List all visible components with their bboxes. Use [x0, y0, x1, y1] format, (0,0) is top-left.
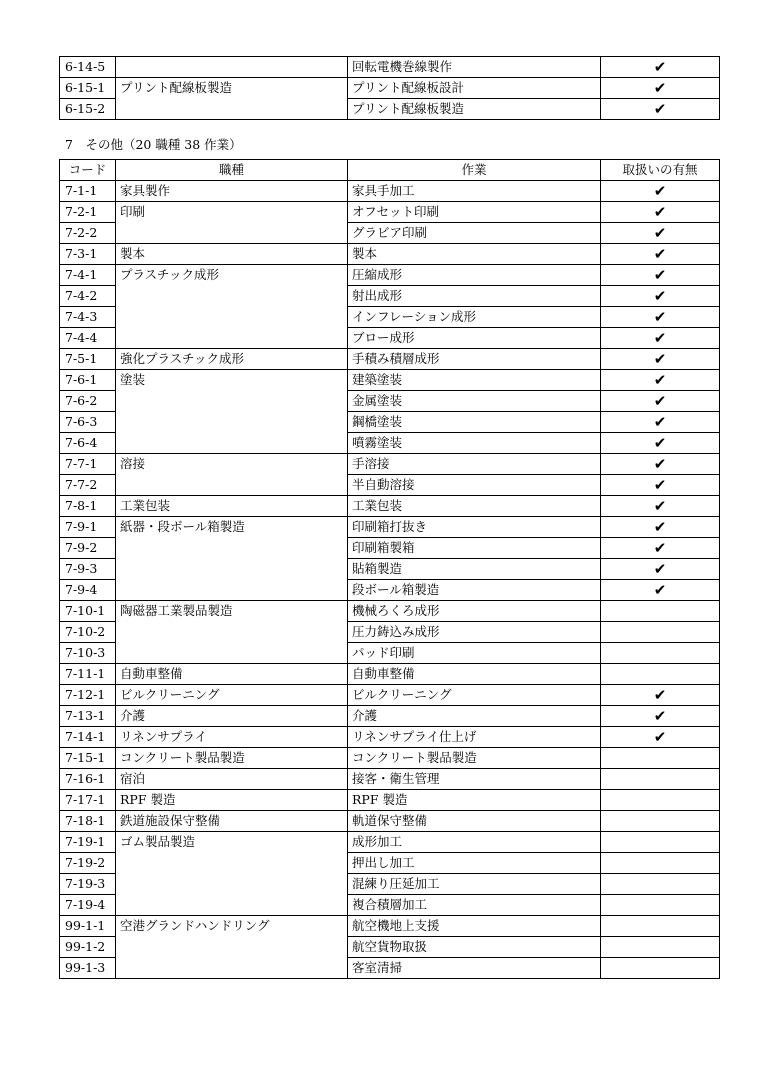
table-row	[60, 832, 720, 853]
occupation-cell: 家具製作	[116, 181, 348, 202]
code-cell: 7-4-2	[60, 286, 116, 307]
code-cell: 7-5-1	[60, 349, 116, 370]
occupation-cell	[116, 57, 348, 78]
check-mark-icon: ✔	[601, 391, 720, 412]
code-cell: 7-3-1	[60, 244, 116, 265]
occupation-cell: プリント配線板製造	[116, 78, 348, 99]
code-cell: 7-16-1	[60, 769, 116, 790]
code-cell: 7-6-4	[60, 433, 116, 454]
check-mark-icon: ✔	[601, 181, 720, 202]
table-row	[60, 874, 720, 895]
check-mark-icon: ✔	[601, 580, 720, 601]
table-row	[60, 916, 720, 937]
check-mark-icon	[601, 811, 720, 832]
check-mark-icon	[601, 664, 720, 685]
table-row	[60, 328, 720, 349]
occupation-cell	[116, 328, 348, 349]
code-cell: 7-15-1	[60, 748, 116, 769]
code-cell: 7-12-1	[60, 685, 116, 706]
occupation-cell: ゴム製品製造	[116, 832, 348, 853]
check-mark-icon	[601, 622, 720, 643]
occupation-cell: 介護	[116, 706, 348, 727]
check-mark-icon	[601, 769, 720, 790]
table-row	[60, 99, 720, 120]
code-cell: 7-2-1	[60, 202, 116, 223]
table-row	[60, 307, 720, 328]
table-row	[60, 496, 720, 517]
section-heading: 7 その他（20 職種 38 作業）	[65, 137, 242, 152]
work-cell: 半自動溶接	[348, 475, 601, 496]
check-mark-icon	[601, 832, 720, 853]
table-row	[60, 559, 720, 580]
occupation-cell: ビルクリーニング	[116, 685, 348, 706]
code-cell: 7-19-1	[60, 832, 116, 853]
code-cell: 7-9-1	[60, 517, 116, 538]
code-cell: 7-6-1	[60, 370, 116, 391]
check-mark-icon: ✔	[601, 433, 720, 454]
table-row	[60, 937, 720, 958]
work-cell: 航空貨物取扱	[348, 937, 601, 958]
table-row	[60, 202, 720, 223]
occupation-cell	[116, 223, 348, 244]
table-row	[60, 622, 720, 643]
occupation-cell: RPF 製造	[116, 790, 348, 811]
occupation-table-body	[60, 181, 720, 979]
work-cell: 接客・衛生管理	[348, 769, 601, 790]
table-header-row	[60, 160, 720, 181]
check-mark-icon: ✔	[601, 370, 720, 391]
table-row	[60, 727, 720, 748]
code-cell: 7-9-3	[60, 559, 116, 580]
work-cell: 噴霧塗装	[348, 433, 601, 454]
check-mark-icon: ✔	[601, 286, 720, 307]
occupation-cell: 強化プラスチック成形	[116, 349, 348, 370]
check-mark-icon: ✔	[601, 559, 720, 580]
code-cell: 7-1-1	[60, 181, 116, 202]
table-row	[60, 286, 720, 307]
check-mark-icon: ✔	[601, 349, 720, 370]
work-cell: 押出し加工	[348, 853, 601, 874]
occupation-cell	[116, 307, 348, 328]
check-mark-icon: ✔	[601, 685, 720, 706]
occupation-table	[59, 159, 720, 979]
occupation-cell: プラスチック成形	[116, 265, 348, 286]
work-cell: 圧縮成形	[348, 265, 601, 286]
table-row	[60, 181, 720, 202]
table-row	[60, 601, 720, 622]
check-mark-icon	[601, 790, 720, 811]
work-cell: 段ボール箱製造	[348, 580, 601, 601]
occupation-cell	[116, 99, 348, 120]
code-cell: 7-17-1	[60, 790, 116, 811]
work-cell: 複合積層加工	[348, 895, 601, 916]
code-cell: 7-19-2	[60, 853, 116, 874]
check-mark-icon: ✔	[601, 517, 720, 538]
check-mark-icon: ✔	[601, 496, 720, 517]
code-cell: 7-4-4	[60, 328, 116, 349]
occupation-cell: 自動車整備	[116, 664, 348, 685]
work-cell: 混練り圧延加工	[348, 874, 601, 895]
occupation-cell: 印刷	[116, 202, 348, 223]
table-row	[60, 706, 720, 727]
occupation-cell: 宿泊	[116, 769, 348, 790]
work-cell: 貼箱製造	[348, 559, 601, 580]
code-cell: 7-10-2	[60, 622, 116, 643]
work-cell: 介護	[348, 706, 601, 727]
work-cell: 印刷箱製箱	[348, 538, 601, 559]
table-row	[60, 958, 720, 979]
work-cell: インフレーション成形	[348, 307, 601, 328]
check-mark-icon	[601, 853, 720, 874]
table-row	[60, 580, 720, 601]
occupation-cell: 工業包装	[116, 496, 348, 517]
code-cell: 7-9-2	[60, 538, 116, 559]
table-row	[60, 349, 720, 370]
work-cell: 手積み積層成形	[348, 349, 601, 370]
table-row	[60, 643, 720, 664]
table-row	[60, 853, 720, 874]
check-mark-icon: ✔	[601, 454, 720, 475]
table-row	[60, 412, 720, 433]
work-cell: 射出成形	[348, 286, 601, 307]
work-cell: 工業包装	[348, 496, 601, 517]
work-cell: プリント配線板設計	[348, 78, 601, 99]
occupation-cell	[116, 622, 348, 643]
code-cell: 7-2-2	[60, 223, 116, 244]
table-row	[60, 769, 720, 790]
top-table	[59, 56, 720, 120]
code-cell: 6-15-2	[60, 99, 116, 120]
check-mark-icon: ✔	[601, 99, 720, 120]
code-cell: 7-6-2	[60, 391, 116, 412]
work-cell: 圧力鋳込み成形	[348, 622, 601, 643]
table-row	[60, 223, 720, 244]
code-cell: 7-10-3	[60, 643, 116, 664]
check-mark-icon: ✔	[601, 244, 720, 265]
occupation-cell	[116, 538, 348, 559]
occupation-cell	[116, 853, 348, 874]
table-row	[60, 895, 720, 916]
code-cell: 6-14-5	[60, 57, 116, 78]
work-cell: 建築塗装	[348, 370, 601, 391]
check-mark-icon	[601, 748, 720, 769]
check-mark-icon	[601, 643, 720, 664]
code-cell: 7-6-3	[60, 412, 116, 433]
code-cell: 7-8-1	[60, 496, 116, 517]
occupation-cell: リネンサプライ	[116, 727, 348, 748]
occupation-cell	[116, 958, 348, 979]
work-cell: オフセット印刷	[348, 202, 601, 223]
header-code: コード	[60, 160, 116, 181]
code-cell: 7-4-1	[60, 265, 116, 286]
work-cell: 軌道保守整備	[348, 811, 601, 832]
table-row	[60, 454, 720, 475]
check-mark-icon	[601, 895, 720, 916]
work-cell: ビルクリーニング	[348, 685, 601, 706]
code-cell: 7-10-1	[60, 601, 116, 622]
check-mark-icon: ✔	[601, 57, 720, 78]
work-cell: 航空機地上支援	[348, 916, 601, 937]
code-cell: 7-19-4	[60, 895, 116, 916]
work-cell: 自動車整備	[348, 664, 601, 685]
header-work: 作業	[348, 160, 601, 181]
check-mark-icon	[601, 916, 720, 937]
occupation-cell	[116, 643, 348, 664]
table-row	[60, 370, 720, 391]
occupation-cell	[116, 433, 348, 454]
code-cell: 99-1-2	[60, 937, 116, 958]
occupation-cell: 溶接	[116, 454, 348, 475]
work-cell: ブロー成形	[348, 328, 601, 349]
check-mark-icon: ✔	[601, 727, 720, 748]
occupation-cell: 塗装	[116, 370, 348, 391]
code-cell: 7-14-1	[60, 727, 116, 748]
check-mark-icon: ✔	[601, 475, 720, 496]
check-mark-icon	[601, 874, 720, 895]
work-cell: 印刷箱打抜き	[348, 517, 601, 538]
work-cell: グラビア印刷	[348, 223, 601, 244]
header-type: 職種	[116, 160, 348, 181]
code-cell: 99-1-1	[60, 916, 116, 937]
occupation-cell	[116, 286, 348, 307]
occupation-cell	[116, 895, 348, 916]
occupation-cell: コンクリート製品製造	[116, 748, 348, 769]
table-row	[60, 475, 720, 496]
table-row	[60, 790, 720, 811]
code-cell: 7-13-1	[60, 706, 116, 727]
work-cell: 家具手加工	[348, 181, 601, 202]
check-mark-icon	[601, 958, 720, 979]
header-handling: 取扱いの有無	[601, 160, 720, 181]
check-mark-icon: ✔	[601, 202, 720, 223]
table-row	[60, 57, 720, 78]
check-mark-icon: ✔	[601, 307, 720, 328]
work-cell: コンクリート製品製造	[348, 748, 601, 769]
work-cell: 客室清掃	[348, 958, 601, 979]
work-cell: 回転電機巻線製作	[348, 57, 601, 78]
top-table-body	[60, 57, 720, 120]
table-row	[60, 538, 720, 559]
work-cell: プリント配線板製造	[348, 99, 601, 120]
code-cell: 7-19-3	[60, 874, 116, 895]
code-cell: 6-15-1	[60, 78, 116, 99]
occupation-cell: 鉄道施設保守整備	[116, 811, 348, 832]
table-row	[60, 811, 720, 832]
table-row	[60, 517, 720, 538]
work-cell: 製本	[348, 244, 601, 265]
table-row	[60, 244, 720, 265]
table-row	[60, 748, 720, 769]
work-cell: 成形加工	[348, 832, 601, 853]
occupation-cell	[116, 580, 348, 601]
work-cell: 金属塗装	[348, 391, 601, 412]
table-row	[60, 391, 720, 412]
check-mark-icon: ✔	[601, 78, 720, 99]
check-mark-icon	[601, 601, 720, 622]
code-cell: 7-4-3	[60, 307, 116, 328]
occupation-cell: 製本	[116, 244, 348, 265]
work-cell: 手溶接	[348, 454, 601, 475]
check-mark-icon: ✔	[601, 223, 720, 244]
check-mark-icon: ✔	[601, 328, 720, 349]
work-cell: 鋼橋塗装	[348, 412, 601, 433]
check-mark-icon: ✔	[601, 412, 720, 433]
code-cell: 99-1-3	[60, 958, 116, 979]
check-mark-icon: ✔	[601, 538, 720, 559]
occupation-cell	[116, 412, 348, 433]
occupation-cell: 陶磁器工業製品製造	[116, 601, 348, 622]
work-cell: RPF 製造	[348, 790, 601, 811]
check-mark-icon: ✔	[601, 706, 720, 727]
code-cell: 7-7-1	[60, 454, 116, 475]
check-mark-icon	[601, 937, 720, 958]
check-mark-icon: ✔	[601, 265, 720, 286]
table-row	[60, 664, 720, 685]
table-row	[60, 265, 720, 286]
code-cell: 7-9-4	[60, 580, 116, 601]
occupation-cell	[116, 937, 348, 958]
occupation-cell	[116, 391, 348, 412]
table-row	[60, 685, 720, 706]
work-cell: リネンサプライ仕上げ	[348, 727, 601, 748]
code-cell: 7-7-2	[60, 475, 116, 496]
occupation-cell	[116, 559, 348, 580]
table-row	[60, 433, 720, 454]
code-cell: 7-11-1	[60, 664, 116, 685]
occupation-cell	[116, 475, 348, 496]
work-cell: パッド印刷	[348, 643, 601, 664]
occupation-cell: 紙器・段ボール箱製造	[116, 517, 348, 538]
code-cell: 7-18-1	[60, 811, 116, 832]
occupation-cell	[116, 874, 348, 895]
work-cell: 機械ろくろ成形	[348, 601, 601, 622]
occupation-cell: 空港グランドハンドリング	[116, 916, 348, 937]
table-row	[60, 78, 720, 99]
